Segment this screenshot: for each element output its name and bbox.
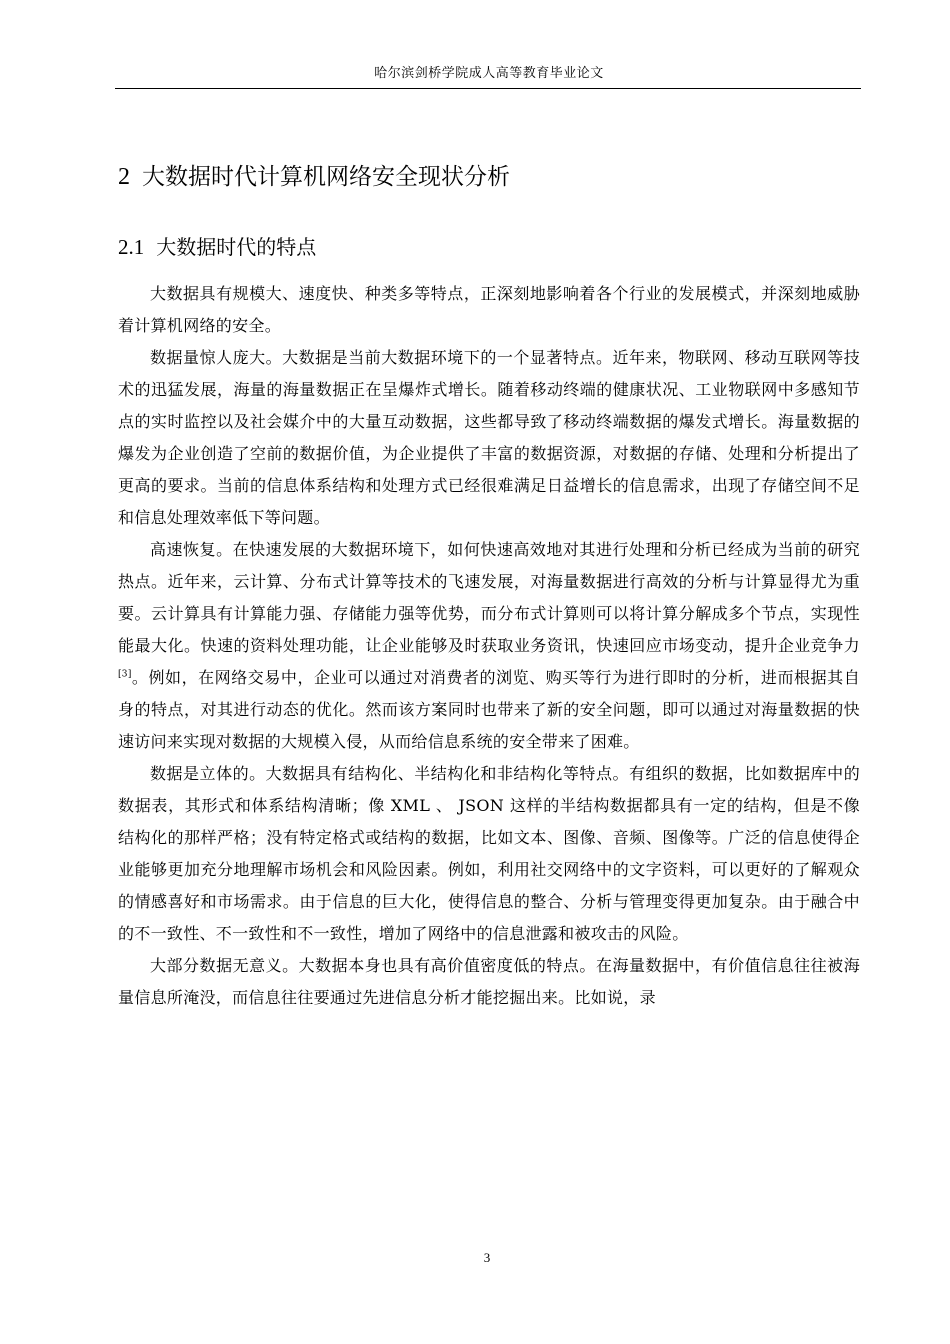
chapter-title: 大数据时代计算机网络安全现状分析 bbox=[142, 164, 510, 190]
page-header: 哈尔滨剑桥学院成人高等教育毕业论文 bbox=[374, 66, 604, 81]
paragraph-variety: 数据是立体的。大数据具有结构化、半结构化和非结构化等特点。有组织的数据，比如数据库中的数据表，其形式和体系结构清晰；像 XML 、 JSON 这样的半结构数据都具有一定的结构，但是不像结构化的那样严格；没有特定格式或结构的数据，比如文本、图像、音频、图像等。广泛的信息使得企业能够更加充分地理解市场机会和风险因素。例如，利用社交网络中的文字资料，可以更好的了解观众的情感喜好和市场需求。由于信息的巨大化，使得信息的整合、分析与管理变得更加复杂。由于融合中的不一致性、不一致性和不一致性，增加了网络中的信息泄露和被攻击的风险。 bbox=[118, 764, 860, 943]
paragraph-velocity-text-a: 高速恢复。在快速发展的大数据环境下，如何快速高效地对其进行处理和分析已经成为当前的研究热点。近年来，云计算、分布式计算等技术的飞速发展，对海量数据进行高效的分析与计算显得尤为重要。云计算具有计算能力强、存储能力强等优势，而分布式计算则可以将计算分解成多个节点，实现性能最大化。快速的资料处理功能，让企业能够及时获取业务资讯，快速回应市场变动，提升企业竞争力 bbox=[118, 540, 860, 655]
section-body bbox=[118, 278, 860, 1014]
section-heading bbox=[118, 231, 316, 263]
section-title: 大数据时代的特点 bbox=[156, 235, 317, 259]
paragraph-velocity-text-b: 。例如，在网络交易中，企业可以通过对消费者的浏览、购买等行为进行即时的分析，进而根据其自身的特点，对其进行动态的优化。然而该方案同时也带来了新的安全问题，即可以通过对海量数据的快速访问来实现对数据的大规模入侵，从而给信息系统的安全带来了困难。 bbox=[118, 668, 860, 751]
chapter-heading bbox=[118, 160, 510, 194]
paragraph-volume: 数据量惊人庞大。大数据是当前大数据环境下的一个显著特点。近年来，物联网、移动互联网等技术的迅猛发展，海量的海量数据正在呈爆炸式增长。随着移动终端的健康状况、工业物联网中多感知节点的实时监控以及社会媒介中的大量互动数据，这些都导致了移动终端数据的爆发式增长。海量数据的爆发为企业创造了空前的数据价值，为企业提供了丰富的数据资源，对数据的存储、处理和分析提出了更高的要求。当前的信息体系结构和处理方式已经很难满足日益增长的信息需求，出现了存储空间不足和信息处理效率低下等问题。 bbox=[118, 348, 860, 527]
paragraph-velocity bbox=[118, 534, 860, 758]
paragraph-overview: 大数据具有规模大、速度快、种类多等特点，正深刻地影响着各个行业的发展模式，并深刻地威胁着计算机网络的安全。 bbox=[118, 284, 860, 335]
page-number: 3 bbox=[483, 1250, 491, 1265]
chapter-number: 2 bbox=[118, 164, 130, 190]
citation-reference: [3] bbox=[118, 669, 132, 680]
header-divider bbox=[115, 88, 861, 89]
paragraph-value: 大部分数据无意义。大数据本身也具有高价值密度低的特点。在海量数据中，有价值信息往往被海量信息所淹没，而信息往往要通过先进信息分析才能挖掘出来。比如说，录 bbox=[118, 956, 860, 1007]
section-number: 2.1 bbox=[118, 235, 145, 259]
